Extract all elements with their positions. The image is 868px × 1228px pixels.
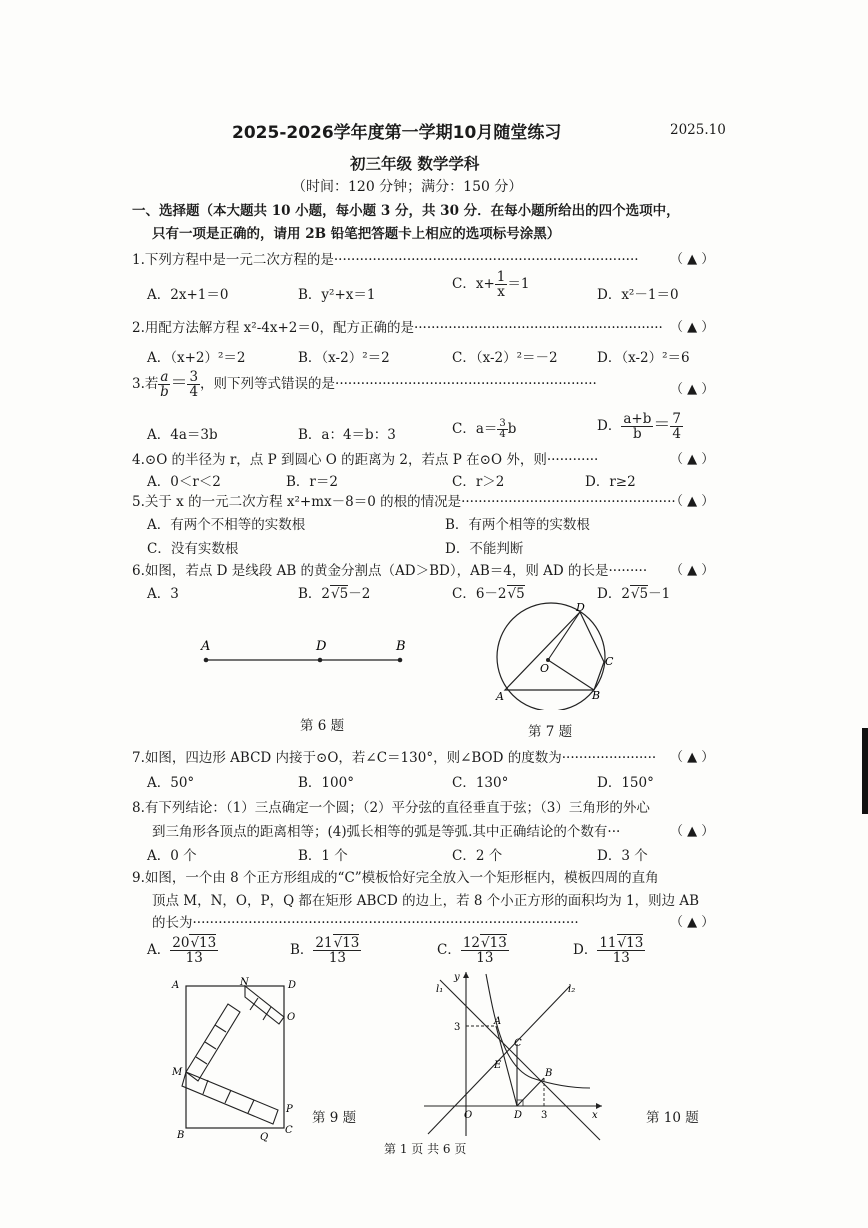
q4-option-d: D．r≥2 (585, 474, 636, 490)
q6-option-d-post: －1 (648, 586, 671, 602)
q7-option-c: C．130° (452, 775, 509, 791)
fig9-label-o: O (287, 1012, 296, 1023)
q3-option-b: B．a：4＝b：3 (298, 427, 396, 443)
q9-option-b-radicand: 13 (342, 935, 360, 951)
q6-option-d-pre: D．2 (597, 586, 630, 602)
fig9-label-n: N (240, 977, 249, 988)
point-b (398, 658, 403, 663)
q1-option-c-fraction (495, 270, 508, 299)
circle-o (497, 603, 605, 710)
figure-9-caption: 第 9 题 (312, 1110, 357, 1126)
q6-stem: 6.如图，若点 D 是线段 AB 的黄金分割点（AD＞BD），AB＝4，则 AD 的长是········· (132, 563, 648, 579)
q9-option-a-sqrt: √13 (190, 935, 217, 951)
q8-option-d: D．3 个 (597, 848, 648, 864)
q6-option-c-pre: C．6－2 (452, 586, 507, 602)
y-axis-arrow (463, 972, 469, 978)
scan-edge-mark (862, 728, 868, 814)
fig7-label-b: B (592, 689, 601, 702)
point-a (204, 658, 209, 663)
template-grid-line (225, 1090, 231, 1103)
q9-option-d-num (597, 936, 645, 951)
q3-rhs-fraction (187, 370, 200, 399)
q6-option-c (452, 582, 525, 602)
exam-subtitle: 初三年级 数学学科 (350, 155, 480, 173)
q3-stem (132, 368, 597, 399)
template-grid-line (196, 1057, 207, 1064)
q9-option-b-coef: 21 (315, 935, 333, 951)
q9-option-a (147, 936, 218, 965)
q9-option-b-pre: B． (290, 942, 314, 959)
q9-option-d-fraction (597, 936, 645, 965)
q3-option-c-pre: C．a＝ (452, 421, 498, 437)
fig6-label-d: D (316, 639, 327, 654)
q9-option-d (573, 936, 645, 965)
q1-option-b: B．y²+x＝1 (298, 287, 376, 303)
q3-option-a: A．4a＝3b (147, 427, 218, 443)
q9-option-c (437, 936, 509, 965)
q7-option-d: D．150° (597, 775, 654, 791)
fig9-label-c: C (285, 1125, 293, 1136)
exam-meta: （时间：120 分钟；满分：150 分） (292, 179, 523, 195)
q3-lhs-den: b (160, 384, 169, 400)
q3-option-d-num: a+b (623, 410, 652, 427)
q3-answer-mark: （ ▲ ） (670, 382, 715, 397)
q9-answer-mark: （ ▲ ） (670, 915, 715, 930)
q8-line1: 8.有下列结论：（1）三点确定一个圆；（2）平分弦的直径垂直于弦；（3）三角形的外心 (132, 800, 650, 816)
q3-option-c-post: b (507, 421, 517, 437)
q3-option-d-rnum: 7 (672, 410, 681, 427)
q9-option-b-sqrt: √13 (333, 935, 360, 951)
fig6-label-a: A (201, 639, 211, 654)
q8-line2: 到三角形各顶点的距离相等；(4)弧长相等的弧是等弧.其中正确结论的个数有··· (152, 824, 621, 840)
q7-stem: 7.如图，四边形 ABCD 内接于⊙O，若∠C＝130°，则∠BOD 的度数为······················ (132, 750, 657, 766)
figure-6-caption: 第 6 题 (300, 718, 345, 734)
q2-option-c: C．（x-2）²＝－2 (452, 350, 558, 366)
q4-answer-mark: （ ▲ ） (670, 452, 715, 467)
fig9-label-m: M (172, 1067, 183, 1078)
q1-option-c-den: x (497, 284, 505, 301)
fig7-label-a: A (496, 690, 504, 703)
q3-lhs-fraction (158, 370, 170, 399)
point-d (318, 658, 323, 663)
q5-option-c: C．没有实数根 (147, 541, 239, 557)
q3-option-d-den: b (633, 426, 642, 442)
q1-option-c-num: 1 (496, 269, 506, 285)
q9-option-a-coef: 20 (172, 935, 190, 951)
q4-option-b: B．r＝2 (286, 474, 338, 490)
section-heading-line2: 只有一项是正确的，请用 2B 铅笔把答题卡上相应的选项标号涂黑） (152, 226, 561, 242)
q9-option-b-num (313, 936, 361, 951)
q2-answer-mark: （ ▲ ） (670, 320, 715, 335)
q5-option-d: D．不能判断 (445, 541, 524, 557)
q3-option-c (452, 417, 516, 441)
q4-option-c: C．r＞2 (452, 474, 505, 490)
q9-option-c-fraction (461, 936, 509, 965)
segment-od (548, 612, 580, 660)
template-grid-line (248, 1100, 254, 1113)
q3-option-d-fraction (621, 412, 653, 441)
q9-option-c-pre: C． (437, 942, 461, 959)
q9-option-a-fraction (170, 936, 218, 965)
c-template (182, 986, 284, 1124)
q6-option-d (597, 582, 670, 602)
page-footer: 第 1 页 共 6 页 (384, 1142, 467, 1156)
q6-option-d-sqrt: √5 (630, 586, 649, 602)
fig10-label-3y: 3 (454, 1022, 461, 1033)
fig10-label-c: C (514, 1038, 522, 1049)
q6-option-d-radicand: 5 (639, 586, 649, 602)
q3-option-d-eq: ＝ (653, 415, 671, 435)
q9-line3: 的长为·························································································· (152, 915, 579, 931)
q8-answer-mark: （ ▲ ） (670, 824, 715, 839)
q1-option-d: D．x²－1＝0 (597, 287, 679, 303)
q9-line1: 9.如图，一个由 8 个正方形组成的“C”模板恰好完全放入一个矩形框内，模板四周的直角 (132, 870, 659, 886)
q9-line2: 顶点 M，N，O，P，Q 都在矩形 ABCD 的边上，若 8 个小正方形的面积均为 1，则边 AB (152, 893, 700, 909)
q9-option-c-sqrt: √13 (481, 935, 507, 951)
fig10-label-x: x (592, 1110, 598, 1121)
q9-option-c-den: 13 (476, 950, 494, 967)
q8-option-c: C．2 个 (452, 848, 503, 864)
q6-answer-mark: （ ▲ ） (670, 563, 715, 578)
q7-option-a: A．50° (147, 775, 195, 791)
fig10-label-o: O (464, 1110, 473, 1121)
q6-option-b (298, 582, 370, 602)
q1-option-c (452, 270, 529, 299)
fig10-label-d: D (514, 1110, 523, 1121)
fig10-label-y: y (454, 972, 460, 983)
q9-option-a-num (170, 936, 218, 951)
fig7-label-d: D (576, 601, 585, 614)
fig9-label-p: P (286, 1104, 293, 1115)
q6-option-a: A．3 (147, 586, 179, 602)
q3-option-c-den: 4 (499, 429, 506, 440)
section-heading-line1: 一、选择题（本大题共 10 小题，每小题 3 分，共 30 分．在每小题所给出的四个选项中， (132, 203, 680, 219)
q9-option-c-num (461, 936, 509, 951)
q3-option-d-pre: D． (597, 418, 622, 434)
q3-pre: 3.若 (132, 376, 159, 392)
q3-eq: ＝ (170, 373, 188, 393)
q3-lhs-num: a (160, 368, 169, 385)
q3-rhs-num: 3 (189, 368, 199, 385)
template-grid-line (263, 1007, 271, 1020)
q9-option-d-pre: D． (573, 942, 598, 959)
q3-option-d-rhs (670, 412, 683, 441)
q1-answer-mark: （ ▲ ） (670, 252, 715, 267)
q2-stem: 2.用配方法解方程 x²-4x+2＝0，配方正确的是·························································· (132, 320, 663, 336)
q9-option-c-coef: 12 (462, 935, 481, 951)
q6-option-b-post: －2 (348, 586, 371, 602)
fig10-label-e: E (494, 1060, 502, 1071)
figure-10-graph (420, 966, 610, 1144)
q4-stem: 4.⊙O 的半径为 r，点 P 到圆心 O 的距离为 2，若点 P 在⊙O 外，则············ (132, 452, 599, 468)
q5-stem: 5.关于 x 的一元二次方程 x²+mx－8＝0 的根的情况是·················································· (132, 494, 676, 510)
q5-option-b: B．有两个相等的实数根 (445, 517, 590, 533)
fig9-label-b: B (177, 1130, 185, 1141)
fig6-label-b: B (396, 639, 406, 654)
q6-option-b-radicand: 5 (339, 586, 349, 602)
template-grid-line (250, 998, 258, 1010)
q6-option-c-radicand: 5 (516, 586, 525, 602)
q9-option-b-den: 13 (328, 950, 346, 967)
q5-option-a: A．有两个不相等的实数根 (147, 517, 306, 533)
q8-option-b: B．1 个 (298, 848, 348, 864)
figure-10-caption: 第 10 题 (646, 1110, 699, 1126)
fig10-label-b: B (545, 1068, 553, 1079)
q2-option-d: D．（x-2）²＝6 (597, 350, 690, 366)
q3-option-d (597, 410, 683, 441)
q9-option-d-coef: 11 (599, 935, 617, 951)
segment-ob (548, 660, 594, 690)
template-grid-line (203, 1080, 208, 1094)
q9-option-b-fraction (313, 936, 361, 965)
q3-post: ，则下列等式错误的是····························································· (200, 376, 597, 392)
fig10-label-l2: l₂ (568, 984, 576, 995)
q9-option-c-radicand: 13 (489, 935, 507, 951)
x-axis-arrow (596, 1103, 602, 1109)
q1-option-c-pre: C．x+ (452, 276, 495, 293)
q2-option-a: A．（x+2）²＝2 (147, 350, 246, 366)
q7-answer-mark: （ ▲ ） (670, 750, 715, 765)
figure-6-segment (190, 632, 420, 672)
q9-option-d-radicand: 13 (626, 935, 644, 951)
q9-option-d-sqrt: √13 (617, 935, 644, 951)
q1-option-a: A．2x+1＝0 (147, 287, 229, 303)
q9-option-b (290, 936, 361, 965)
q6-option-c-sqrt: √5 (507, 586, 525, 602)
q1-option-c-post: ＝1 (507, 276, 530, 293)
figure-7-caption: 第 7 题 (528, 724, 573, 740)
q4-option-a: A．0＜r＜2 (147, 474, 221, 490)
q3-rhs-den: 4 (189, 384, 199, 400)
fig7-label-c: C (605, 655, 614, 668)
fig10-label-l1: l₁ (436, 984, 444, 995)
template-grid-line (205, 1042, 216, 1049)
fig7-label-o: O (540, 662, 550, 675)
fig9-label-q: Q (260, 1132, 269, 1143)
q6-option-b-sqrt: √5 (331, 586, 349, 602)
fig10-label-a: A (494, 1016, 502, 1027)
q9-option-d-den: 13 (612, 950, 630, 967)
exam-title: 2025-2026学年度第一学期10月随堂练习 (232, 123, 562, 143)
q9-option-a-den: 13 (185, 950, 203, 967)
q3-option-c-num: 3 (499, 417, 506, 429)
fig10-label-3x: 3 (541, 1110, 548, 1121)
fig9-label-d: D (288, 980, 297, 991)
q1-stem: 1.下列方程中是一元二次方程的是······································································· (132, 252, 639, 268)
q9-option-a-pre: A． (147, 942, 171, 959)
segment-db (517, 1078, 544, 1106)
q2-option-b: B．（x-2）²＝2 (298, 350, 390, 366)
q7-option-b: B．100° (298, 775, 354, 791)
template-spine (186, 1004, 240, 1081)
q6-option-b-pre: B．2 (298, 586, 331, 602)
figure-9-rectangle (168, 976, 308, 1146)
exam-date: 2025.10 (670, 122, 726, 138)
template-grid-line (215, 1025, 226, 1032)
q8-option-a: A．0 个 (147, 848, 197, 864)
q3-option-c-fraction (497, 419, 507, 441)
fig9-label-a: A (172, 980, 180, 991)
q9-option-a-radicand: 13 (199, 935, 217, 951)
q5-answer-mark: （ ▲ ） (670, 494, 715, 509)
figure-7-circle (488, 600, 618, 710)
q3-option-d-rden: 4 (672, 426, 681, 442)
